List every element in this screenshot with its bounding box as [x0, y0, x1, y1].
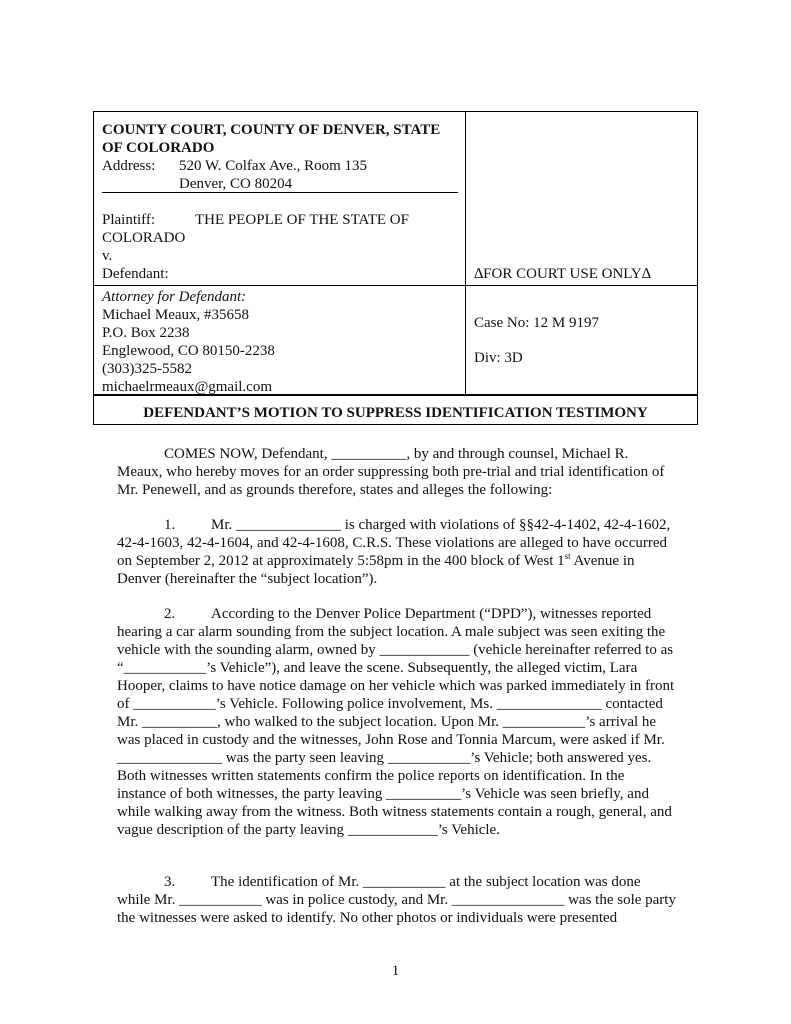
paragraph-3-number: 3. — [164, 874, 176, 890]
versus: v. — [102, 248, 113, 264]
court-name-line-1: COUNTY COURT, COUNTY OF DENVER, STATE — [102, 122, 441, 138]
paragraph-1-text-a: Mr. ______________ is charged with violations of §§42-4-1402, 42-4-1602, 42-4-1603, 42-4-1604, and 42-4-1608, C.R.S. These violations are alleged to have occurred on September 2, 2012 at approximately 5:58pm in the 400 block of West 1 — [117, 517, 671, 569]
paragraph-1-text-b: Avenue in Denver (hereinafter the “subject location”). — [117, 553, 635, 587]
case-number: Case No: 12 M 9197 — [474, 315, 599, 331]
caption-divider-horizontal — [94, 285, 697, 286]
address-line-1: 520 W. Colfax Ave., Room 135 — [179, 158, 368, 174]
attorney-block — [102, 288, 275, 396]
address-line-2: Denver, CO 80204 — [179, 176, 293, 192]
plaintiff-name-line-1: THE PEOPLE OF THE STATE OF — [195, 212, 409, 228]
address-label: Address: — [102, 158, 156, 174]
paragraph-3 — [117, 873, 677, 927]
caption-divider-vertical — [465, 112, 466, 396]
paragraph-2-number: 2. — [164, 606, 176, 622]
court-use-only-label: ∆FOR COURT USE ONLY∆ — [474, 266, 651, 282]
attorney-heading: Attorney for Defendant: — [102, 289, 247, 305]
defendant-label: Defendant: — [102, 266, 169, 282]
paragraph-1-superscript: st — [564, 551, 571, 561]
plaintiff-name-line-2: COLORADO — [102, 230, 186, 246]
page-number: 1 — [391, 963, 400, 979]
address-underline — [102, 192, 458, 193]
court-name — [102, 121, 440, 157]
division: Div: 3D — [474, 350, 523, 366]
intro-paragraph — [117, 445, 677, 499]
attorney-name: Michael Meaux, #35658 — [102, 307, 250, 323]
intro-text: COMES NOW, Defendant, __________, by and through counsel, Michael R. Meaux, who hereby moves for an order suppressing both pre-trial and trial identification of Mr. Penewell, and as grounds therefore, states and alleges the following: — [117, 446, 665, 498]
court-name-line-2: OF COLORADO — [102, 140, 215, 156]
paragraph-2-text: According to the Denver Police Department (“DPD”), witnesses reported hearing a car alarm sounding from the subject location. A male subject was seen exiting the vehicle with the sounding alarm, owned by ____________ (vehicle hereinafter referred to as “___________’s Vehicle”), and leave the scene. Subsequently, the alleged victim, Lara Hooper, claims to have notice damage on her vehicle which was parked immediately in front of ___________’s Vehicle. Following police involvement, Ms. ______________ contacted Mr. __________, who walked to the subject location. Upon Mr. ___________’s arrival he was placed in custody and the witnesses, John Rose and Tonnia Marcum, were asked if Mr. ______________ was the party seen leaving ___________’s Vehicle; both answered yes. Both witnesses written statements confirm the police reports on identification. In the instance of both witnesses, the party leaving __________’s Vehicle was seen briefly, and while walking away from the witness. Both witness statements contain a rough, general, and vague description of the party leaving ____________’s Vehicle. — [117, 606, 675, 838]
attorney-city: Englewood, CO 80150-2238 — [102, 343, 275, 359]
paragraph-3-text: The identification of Mr. ___________ at the subject location was done while Mr. ___________ was in police custody, and Mr. _______________ was the sole party the witnesses were asked to identify. No other photos or individuals were presented — [117, 874, 676, 926]
motion-title: DEFENDANT’S MOTION TO SUPPRESS IDENTIFICATION TESTIMONY — [143, 405, 648, 421]
attorney-phone: (303)325-5582 — [102, 361, 192, 377]
paragraph-2 — [117, 605, 677, 839]
case-caption-box — [93, 111, 698, 425]
attorney-email: michaelrmeaux@gmail.com — [102, 379, 273, 395]
plaintiff-label: Plaintiff: — [102, 212, 156, 228]
attorney-po-box: P.O. Box 2238 — [102, 325, 190, 341]
paragraph-1 — [117, 516, 677, 588]
paragraph-1-number: 1. — [164, 517, 176, 533]
